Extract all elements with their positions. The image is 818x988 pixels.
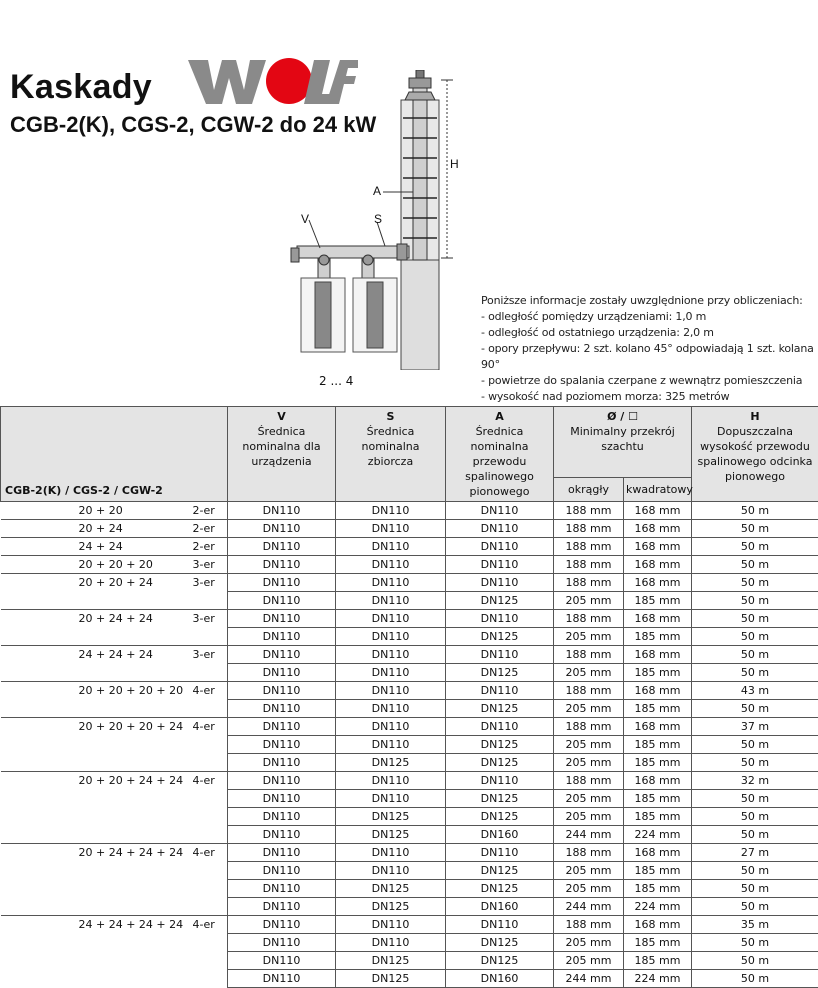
cell-s: DN110	[336, 844, 446, 862]
table-row	[1, 772, 818, 790]
cell-round: 188 mm	[554, 718, 624, 736]
cell-h: 50 m	[692, 700, 818, 718]
cell-square: 168 mm	[624, 502, 692, 520]
cell-h: 35 m	[692, 916, 818, 934]
table-row	[1, 898, 818, 916]
notes-intro: Poniższe informacje zostały uwzględnione przy obliczeniach:	[481, 294, 803, 307]
cell-round: 188 mm	[554, 538, 624, 556]
cell-square: 185 mm	[624, 700, 692, 718]
cell-round: 188 mm	[554, 520, 624, 538]
cell-s: DN110	[336, 790, 446, 808]
notes-item: - wysokość nad poziomem morza: 325 metrów	[481, 389, 818, 405]
table-row	[1, 970, 818, 988]
combo-cell	[1, 862, 228, 880]
cell-h: 50 m	[692, 952, 818, 970]
cell-a: DN125	[446, 952, 554, 970]
cell-square: 185 mm	[624, 754, 692, 772]
cell-a: DN125	[446, 700, 554, 718]
cell-v: DN110	[228, 934, 336, 952]
col-square-header: kwadratowy	[624, 477, 692, 501]
cell-square: 168 mm	[624, 520, 692, 538]
cell-square: 168 mm	[624, 646, 692, 664]
cell-h: 50 m	[692, 610, 818, 628]
cell-h: 37 m	[692, 718, 818, 736]
cell-h: 50 m	[692, 592, 818, 610]
cell-s: DN110	[336, 772, 446, 790]
cell-v: DN110	[228, 646, 336, 664]
cell-square: 185 mm	[624, 934, 692, 952]
combo-cell	[1, 826, 228, 844]
table-row	[1, 880, 818, 898]
cell-square: 224 mm	[624, 826, 692, 844]
range-label: 2 ... 4	[319, 374, 354, 388]
cell-v: DN110	[228, 790, 336, 808]
combo-label: 20 + 20 + 20 + 20	[78, 684, 184, 698]
notes-item: - powietrze do spalania czerpane z wewnątrz pomieszczenia	[481, 373, 818, 389]
cell-v: DN110	[228, 970, 336, 988]
cell-s: DN110	[336, 682, 446, 700]
diagram-label-s: S	[374, 212, 383, 226]
cell-v: DN110	[228, 700, 336, 718]
cell-a: DN110	[446, 646, 554, 664]
combo-cell	[1, 970, 228, 988]
cell-h: 50 m	[692, 664, 818, 682]
cell-round: 188 mm	[554, 682, 624, 700]
diagram-label-a: A	[373, 184, 382, 198]
combo-cell	[1, 538, 228, 556]
calculation-notes	[481, 293, 818, 405]
table-row	[1, 610, 818, 628]
cell-s: DN125	[336, 880, 446, 898]
cell-v: DN110	[228, 574, 336, 592]
cell-v: DN110	[228, 520, 336, 538]
cell-v: DN110	[228, 754, 336, 772]
cell-square: 168 mm	[624, 574, 692, 592]
combo-label: 20 + 24 + 24	[78, 612, 153, 626]
cell-a: DN125	[446, 736, 554, 754]
cell-h: 50 m	[692, 538, 818, 556]
cascade-size-label: 3-er	[192, 648, 215, 662]
cell-v: DN110	[228, 718, 336, 736]
cell-a: DN110	[446, 502, 554, 520]
cell-a: DN125	[446, 628, 554, 646]
combo-cell	[1, 736, 228, 754]
cell-h: 50 m	[692, 574, 818, 592]
col-a-header: A Średnica nominalna przewodu spalinowego pionowego	[446, 407, 554, 502]
combo-cell	[1, 664, 228, 682]
cell-h: 50 m	[692, 628, 818, 646]
combo-cell	[1, 628, 228, 646]
cell-square: 168 mm	[624, 916, 692, 934]
cell-round: 205 mm	[554, 808, 624, 826]
combo-cell	[1, 610, 228, 628]
combo-cell	[1, 952, 228, 970]
table-row	[1, 682, 818, 700]
cell-s: DN110	[336, 664, 446, 682]
cell-v: DN110	[228, 916, 336, 934]
cell-a: DN160	[446, 898, 554, 916]
cell-square: 168 mm	[624, 556, 692, 574]
combo-label: 20 + 20 + 24	[78, 576, 153, 590]
combo-cell	[1, 934, 228, 952]
cell-square: 185 mm	[624, 664, 692, 682]
combo-label: 20 + 24 + 24 + 24	[78, 846, 184, 860]
table-row	[1, 538, 818, 556]
combo-label: 20 + 24	[78, 522, 123, 535]
combo-label: 24 + 24 + 24	[78, 648, 153, 662]
cell-a: DN125	[446, 754, 554, 772]
cell-v: DN110	[228, 772, 336, 790]
combo-label: 24 + 24	[78, 540, 123, 553]
cell-a: DN110	[446, 538, 554, 556]
cell-a: DN110	[446, 610, 554, 628]
cell-a: DN160	[446, 826, 554, 844]
cell-v: DN110	[228, 898, 336, 916]
combo-cell	[1, 844, 228, 862]
cell-s: DN110	[336, 628, 446, 646]
cascade-size-label: 3-er	[192, 612, 215, 626]
combo-label: 20 + 20 + 20	[78, 558, 153, 571]
cell-a: DN125	[446, 862, 554, 880]
combo-cell	[1, 772, 228, 790]
cell-square: 185 mm	[624, 736, 692, 754]
combo-cell	[1, 898, 228, 916]
table-row	[1, 628, 818, 646]
cascade-size-label: 2-er	[192, 540, 215, 553]
cell-a: DN160	[446, 970, 554, 988]
cascade-size-label: 4-er	[192, 846, 215, 860]
cell-s: DN110	[336, 610, 446, 628]
cell-round: 244 mm	[554, 826, 624, 844]
cell-h: 50 m	[692, 790, 818, 808]
cell-s: DN125	[336, 898, 446, 916]
combo-cell	[1, 592, 228, 610]
combo-cell	[1, 646, 228, 664]
cell-s: DN125	[336, 952, 446, 970]
cell-a: DN110	[446, 682, 554, 700]
cell-v: DN110	[228, 844, 336, 862]
table-row	[1, 502, 818, 520]
cell-square: 168 mm	[624, 772, 692, 790]
cell-round: 188 mm	[554, 610, 624, 628]
cell-round: 205 mm	[554, 862, 624, 880]
cell-v: DN110	[228, 682, 336, 700]
cell-h: 50 m	[692, 826, 818, 844]
cell-a: DN125	[446, 934, 554, 952]
cell-h: 50 m	[692, 808, 818, 826]
cell-a: DN125	[446, 790, 554, 808]
cell-round: 188 mm	[554, 916, 624, 934]
cell-a: DN110	[446, 916, 554, 934]
cell-h: 50 m	[692, 646, 818, 664]
cell-h: 50 m	[692, 970, 818, 988]
table-row	[1, 790, 818, 808]
cell-s: DN110	[336, 736, 446, 754]
cell-h: 50 m	[692, 880, 818, 898]
table-row	[1, 826, 818, 844]
combo-cell	[1, 808, 228, 826]
cascade-size-label: 4-er	[192, 918, 215, 932]
cell-v: DN110	[228, 538, 336, 556]
cell-s: DN110	[336, 862, 446, 880]
page-title: Kaskady	[10, 68, 152, 106]
cascade-size-label: 2-er	[192, 504, 215, 517]
cell-round: 188 mm	[554, 502, 624, 520]
combo-cell	[1, 790, 228, 808]
col-round-header: okrągły	[554, 477, 624, 501]
cell-h: 50 m	[692, 736, 818, 754]
cell-s: DN125	[336, 970, 446, 988]
cell-a: DN110	[446, 520, 554, 538]
col-v-header: V Średnica nominalna dla urządzenia	[228, 407, 336, 502]
cascade-size-label: 4-er	[192, 720, 215, 734]
cell-square: 168 mm	[624, 844, 692, 862]
cell-round: 205 mm	[554, 934, 624, 952]
table-row	[1, 700, 818, 718]
cell-h: 50 m	[692, 934, 818, 952]
cell-v: DN110	[228, 880, 336, 898]
col-shaft-header: Ø / ☐ Minimalny przekrój szachtu	[554, 407, 692, 478]
cell-h: 50 m	[692, 862, 818, 880]
cell-h: 27 m	[692, 844, 818, 862]
cell-h: 43 m	[692, 682, 818, 700]
cell-square: 168 mm	[624, 718, 692, 736]
cell-v: DN110	[228, 826, 336, 844]
cell-round: 205 mm	[554, 628, 624, 646]
cell-a: DN110	[446, 718, 554, 736]
cell-round: 188 mm	[554, 556, 624, 574]
cell-a: DN125	[446, 880, 554, 898]
page-subtitle: CGB-2(K), CGS-2, CGW-2 do 24 kW	[10, 112, 377, 137]
combo-cell	[1, 718, 228, 736]
cell-square: 185 mm	[624, 592, 692, 610]
cell-v: DN110	[228, 808, 336, 826]
cascade-size-label: 4-er	[192, 774, 215, 788]
table-row	[1, 808, 818, 826]
notes-item: - odległość pomiędzy urządzeniami: 1,0 m	[481, 309, 818, 325]
cell-square: 224 mm	[624, 970, 692, 988]
cell-square: 168 mm	[624, 682, 692, 700]
cell-square: 224 mm	[624, 898, 692, 916]
cell-s: DN110	[336, 592, 446, 610]
cell-round: 205 mm	[554, 592, 624, 610]
cell-round: 188 mm	[554, 646, 624, 664]
cell-s: DN110	[336, 718, 446, 736]
combo-label: 24 + 24 + 24 + 24	[78, 918, 184, 932]
cell-s: DN110	[336, 538, 446, 556]
cell-square: 185 mm	[624, 880, 692, 898]
col-s-header: S Średnica nominalna zbiorcza	[336, 407, 446, 502]
table-row	[1, 916, 818, 934]
cell-square: 185 mm	[624, 628, 692, 646]
table-row	[1, 592, 818, 610]
table-row	[1, 952, 818, 970]
cell-round: 188 mm	[554, 772, 624, 790]
combo-label: 20 + 20 + 20 + 24	[78, 720, 184, 734]
cell-s: DN125	[336, 808, 446, 826]
cell-round: 205 mm	[554, 754, 624, 772]
cell-s: DN110	[336, 574, 446, 592]
table-row	[1, 664, 818, 682]
cell-s: DN110	[336, 520, 446, 538]
cell-round: 244 mm	[554, 898, 624, 916]
cell-s: DN110	[336, 646, 446, 664]
cell-v: DN110	[228, 862, 336, 880]
combo-cell	[1, 520, 228, 538]
combo-cell	[1, 682, 228, 700]
cell-a: DN125	[446, 664, 554, 682]
model-header: CGB-2(K) / CGS-2 / CGW-2	[1, 407, 228, 502]
cell-h: 50 m	[692, 754, 818, 772]
combo-cell	[1, 574, 228, 592]
table-body	[1, 502, 818, 988]
notes-item: - odległość od ostatniego urządzenia: 2,0 m	[481, 325, 818, 341]
cell-s: DN125	[336, 826, 446, 844]
cell-a: DN125	[446, 592, 554, 610]
table-row	[1, 520, 818, 538]
cell-h: 50 m	[692, 556, 818, 574]
combo-label: 20 + 20 + 24 + 24	[78, 774, 184, 788]
cell-v: DN110	[228, 592, 336, 610]
table-row	[1, 934, 818, 952]
table-row	[1, 718, 818, 736]
table-row	[1, 574, 818, 592]
cell-v: DN110	[228, 556, 336, 574]
cell-a: DN110	[446, 574, 554, 592]
cell-square: 185 mm	[624, 808, 692, 826]
cell-a: DN110	[446, 772, 554, 790]
cell-round: 188 mm	[554, 574, 624, 592]
table-row	[1, 844, 818, 862]
cell-square: 168 mm	[624, 538, 692, 556]
cell-round: 188 mm	[554, 844, 624, 862]
cell-s: DN110	[336, 700, 446, 718]
cascade-table	[0, 406, 818, 988]
table-row	[1, 862, 818, 880]
cell-v: DN110	[228, 610, 336, 628]
combo-label: 20 + 20	[78, 504, 123, 517]
cell-h: 32 m	[692, 772, 818, 790]
cell-s: DN110	[336, 502, 446, 520]
cell-round: 205 mm	[554, 664, 624, 682]
cell-v: DN110	[228, 736, 336, 754]
combo-cell	[1, 700, 228, 718]
cell-s: DN110	[336, 934, 446, 952]
cell-a: DN110	[446, 556, 554, 574]
cell-square: 185 mm	[624, 862, 692, 880]
notes-item: - opory przepływu: 2 szt. kolano 45° odpowiadają 1 szt. kolana 90°	[481, 341, 818, 373]
cell-s: DN110	[336, 916, 446, 934]
cell-round: 205 mm	[554, 736, 624, 754]
diagram-label-v: V	[301, 212, 310, 226]
cell-v: DN110	[228, 628, 336, 646]
combo-cell	[1, 556, 228, 574]
diagram-label-h: H	[450, 157, 459, 171]
cascade-size-label: 2-er	[192, 522, 215, 535]
combo-cell	[1, 754, 228, 772]
cell-round: 244 mm	[554, 970, 624, 988]
table-row	[1, 556, 818, 574]
notes-list	[481, 309, 818, 405]
cell-a: DN110	[446, 844, 554, 862]
cell-round: 205 mm	[554, 700, 624, 718]
cell-h: 50 m	[692, 898, 818, 916]
table-row	[1, 646, 818, 664]
cell-v: DN110	[228, 952, 336, 970]
cascade-size-label: 4-er	[192, 684, 215, 698]
cell-h: 50 m	[692, 520, 818, 538]
table-row	[1, 736, 818, 754]
cell-v: DN110	[228, 664, 336, 682]
cell-a: DN125	[446, 808, 554, 826]
cascade-size-label: 3-er	[192, 576, 215, 590]
cell-square: 168 mm	[624, 610, 692, 628]
combo-cell	[1, 880, 228, 898]
table-row	[1, 754, 818, 772]
col-h-header: H Dopuszczalna wysokość przewodu spalinowego odcinka pionowego	[692, 407, 818, 502]
cell-round: 205 mm	[554, 880, 624, 898]
combo-cell	[1, 916, 228, 934]
cell-round: 205 mm	[554, 952, 624, 970]
cell-square: 185 mm	[624, 952, 692, 970]
cell-s: DN125	[336, 754, 446, 772]
cell-square: 185 mm	[624, 790, 692, 808]
cell-s: DN110	[336, 556, 446, 574]
cell-round: 205 mm	[554, 790, 624, 808]
cell-h: 50 m	[692, 502, 818, 520]
combo-cell	[1, 502, 228, 520]
cascade-size-label: 3-er	[192, 558, 215, 571]
cell-v: DN110	[228, 502, 336, 520]
